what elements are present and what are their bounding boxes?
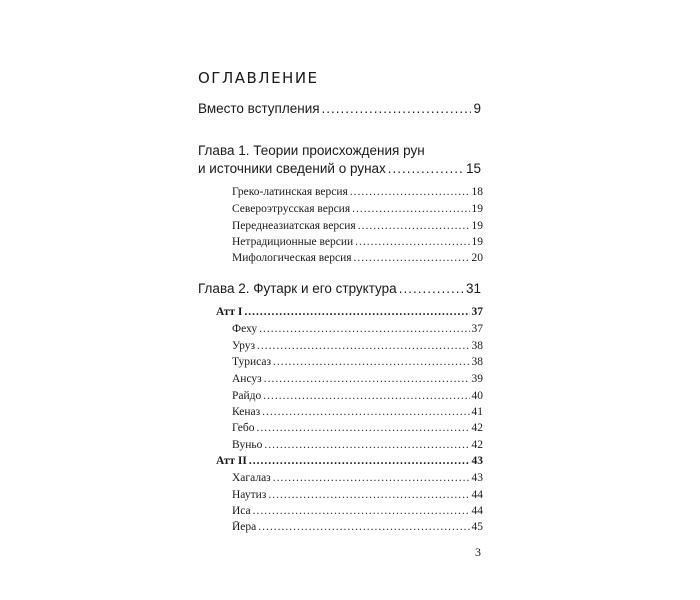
- toc-entry-label: Мифологическая версия: [232, 252, 352, 264]
- toc-entry-label: Турисаз: [232, 356, 271, 368]
- dot-leader: [253, 505, 470, 517]
- dot-leader: [273, 472, 470, 484]
- toc-rune: [232, 505, 483, 517]
- toc-entry-label: Ансуз: [232, 373, 262, 385]
- dot-leader: [244, 306, 469, 318]
- dot-leader: [264, 439, 469, 451]
- dot-leader: [352, 203, 469, 215]
- toc-entry-label: Атт II: [216, 455, 247, 467]
- toc-entry-label: Уруз: [232, 340, 256, 352]
- toc-entry-page: 20: [471, 252, 483, 264]
- dot-leader: [355, 236, 469, 248]
- toc-section: [232, 186, 483, 198]
- toc-section: [232, 220, 483, 232]
- toc-entry-label: Хагалаз: [232, 472, 271, 484]
- toc-entry-label: Иса: [232, 505, 251, 517]
- toc-rune: [232, 390, 483, 402]
- toc-rune: [232, 406, 483, 418]
- toc-entry-label: Вуньо: [232, 439, 263, 451]
- toc-entry-page: 19: [471, 220, 483, 232]
- toc-rune: [232, 521, 483, 533]
- toc-entry-label: Вместо вступления: [198, 101, 320, 116]
- toc-entry-page: 43: [471, 472, 483, 484]
- toc-section: [232, 252, 483, 264]
- toc-entry-page: 37: [471, 323, 483, 335]
- toc-entry-page: 37: [471, 306, 483, 318]
- dot-leader: [358, 220, 470, 232]
- toc-entry-label: Глава 2. Футарк и его структура: [198, 281, 397, 296]
- toc-entry-chapter-2: [198, 281, 481, 296]
- dot-leader: [268, 489, 469, 501]
- toc-entry-page: 44: [471, 505, 483, 517]
- dot-leader: [257, 340, 469, 352]
- toc-entry-page: 40: [471, 390, 483, 402]
- dot-leader: [263, 390, 469, 402]
- toc-entry-label: Наутиз: [232, 489, 267, 501]
- toc-rune: [232, 323, 483, 335]
- page-title: оглавление: [198, 64, 319, 88]
- toc-entry-page: 39: [471, 373, 483, 385]
- toc-rune: [232, 356, 483, 368]
- dot-leader: [259, 323, 469, 335]
- toc-entry-label: Нетрадиционные версии: [232, 236, 354, 248]
- toc-section: [232, 236, 483, 248]
- toc-section: [232, 203, 483, 215]
- toc-entry-page: 42: [471, 422, 483, 434]
- dot-leader: [399, 281, 464, 296]
- dot-leader: [322, 101, 472, 116]
- toc-entry-label: Йера: [232, 521, 257, 533]
- toc-rune: [232, 489, 483, 501]
- dot-leader: [262, 406, 469, 418]
- toc-rune: [232, 472, 483, 484]
- toc-entry-chapter-1-line-1: Глава 1. Теории происхождения рун: [198, 143, 425, 158]
- page-number: 3: [475, 545, 481, 559]
- toc-entry-page: 15: [465, 161, 481, 176]
- dot-leader: [264, 373, 470, 385]
- toc-entry-page: 19: [471, 203, 483, 215]
- toc-rune: [232, 422, 483, 434]
- dot-leader: [258, 521, 469, 533]
- dot-leader: [256, 422, 469, 434]
- toc-entry-label: Феху: [232, 323, 258, 335]
- toc-entry-page: 31: [465, 281, 481, 296]
- toc-entry-page: 42: [471, 439, 483, 451]
- dot-leader: [249, 455, 470, 467]
- toc-entry-label: Райдо: [232, 390, 262, 402]
- toc-entry-page: 38: [471, 356, 483, 368]
- dot-leader: [273, 356, 470, 368]
- toc-entry-page: 18: [471, 186, 483, 198]
- toc-entry-page: 9: [473, 101, 481, 116]
- toc-rune: [232, 373, 483, 385]
- toc-entry-page: 45: [471, 521, 483, 533]
- dot-leader: [388, 161, 464, 176]
- toc-entry-page: 38: [471, 340, 483, 352]
- toc-entry-att-2: [216, 455, 483, 467]
- toc-entry-label: Переднеазиатская версия: [232, 220, 356, 232]
- toc-entry-page: 41: [471, 406, 483, 418]
- toc-entry-chapter-1: [198, 161, 481, 176]
- toc-entry-label: Греко-латинская версия: [232, 186, 348, 198]
- toc-rune: [232, 340, 483, 352]
- toc-entry-label: Кеназ: [232, 406, 261, 418]
- toc-rune: [232, 439, 483, 451]
- toc-entry-page: 19: [471, 236, 483, 248]
- toc-entry-label: и источники сведений о рунах: [198, 161, 386, 176]
- toc-entry-intro: [198, 101, 481, 116]
- toc-entry-label: Атт I: [216, 306, 243, 318]
- toc-entry-page: 43: [471, 455, 483, 467]
- toc-entry-label: Североэтрусская версия: [232, 203, 351, 215]
- toc-entry-att-1: [216, 306, 483, 318]
- dot-leader: [350, 186, 470, 198]
- toc-entry-page: 44: [471, 489, 483, 501]
- toc-entry-label: Гебо: [232, 422, 255, 434]
- dot-leader: [354, 252, 470, 264]
